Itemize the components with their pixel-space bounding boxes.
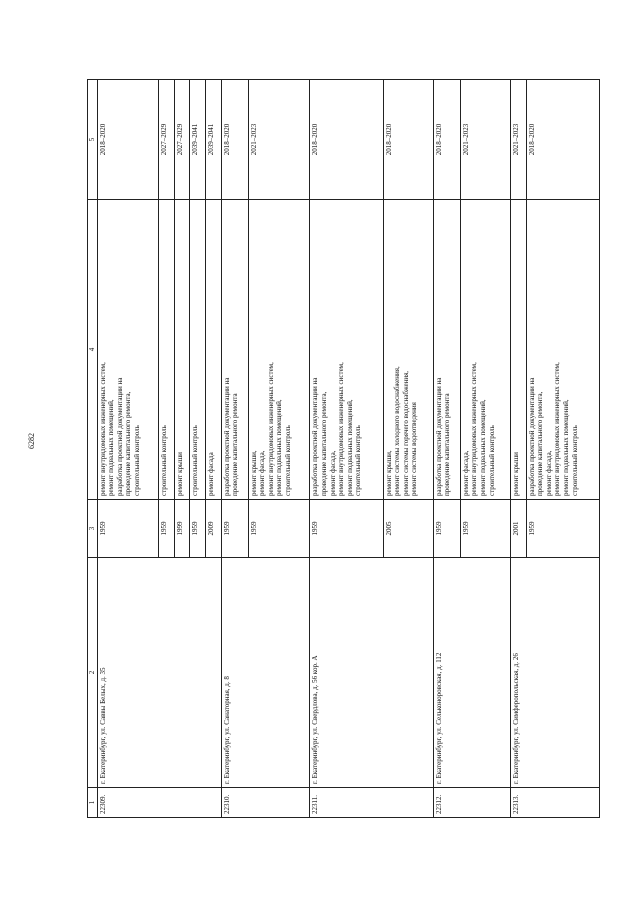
works-cell — [526, 200, 599, 500]
work-item: разработка проектной документации на — [311, 377, 320, 496]
row-number: 22309. — [97, 788, 221, 818]
works-cell — [433, 200, 460, 500]
work-item: ремонт подвальных помещений, — [275, 399, 284, 496]
work-item: строительный контроль — [354, 425, 363, 496]
work-item: разработка проектной документации на — [527, 377, 536, 496]
table-header — [88, 80, 98, 818]
year-cell: 1959 — [526, 500, 599, 558]
period-cell: 2039–2041 — [206, 80, 222, 200]
work-item: ремонт крыши, — [384, 450, 393, 496]
period-cell: 2018–2020 — [97, 80, 159, 200]
table-row — [433, 80, 460, 818]
period-cell: 2018–2020 — [526, 80, 599, 200]
work-item: строительный контроль — [132, 425, 141, 496]
works-cell — [206, 200, 222, 500]
table-row — [310, 80, 383, 818]
year-cell: 1959 — [190, 500, 206, 558]
page-number: 6282 — [27, 433, 36, 449]
period-cell: 2018–2020 — [383, 80, 433, 200]
period-cell: 2021–2023 — [460, 80, 510, 200]
year-cell: 2009 — [206, 500, 222, 558]
work-item: ремонт системы водоотведения — [410, 402, 419, 496]
works-cell — [174, 200, 190, 500]
table-row — [97, 80, 159, 818]
period-cell: 2018–2020 — [221, 80, 248, 200]
column-header-1: 1 — [88, 788, 98, 818]
row-number: 22311. — [310, 788, 433, 818]
work-item: ремонт подвальных помещений, — [107, 399, 116, 496]
work-item: проведение капитального ремонта, — [536, 391, 545, 496]
work-item: разработка проектной документации на — [434, 377, 443, 496]
work-item: ремонт внутридомовых инженерных систем, — [98, 362, 107, 496]
work-item: строительный контроль — [570, 425, 579, 496]
address-cell: г. Екатеринбург, ул. Симферопольская, д. 26 — [511, 558, 600, 788]
work-item: ремонт подвальных помещений, — [479, 399, 488, 496]
work-item: проведение капитального ремонта — [443, 393, 452, 496]
work-item: проведение капитального ремонта — [231, 393, 240, 496]
row-number: 22312. — [433, 788, 510, 818]
work-item: проведение капитального ремонта, — [319, 391, 328, 496]
works-cell — [159, 200, 175, 500]
works-cell — [221, 200, 248, 500]
period-cell: 2027–2029 — [159, 80, 175, 200]
work-item: строительный контроль — [487, 425, 496, 496]
period-cell: 2027–2029 — [174, 80, 190, 200]
work-item: ремонт фасада, — [544, 450, 553, 496]
column-header-5: 5 — [88, 80, 98, 200]
year-cell: 1959 — [433, 500, 460, 558]
work-item: ремонт внутридомовых инженерных систем, — [553, 362, 562, 496]
work-item: ремонт системы горячего водоснабжения, — [401, 370, 410, 496]
work-item: строительный контроль — [284, 425, 293, 496]
year-cell: 1959 — [460, 500, 510, 558]
year-cell: 1959 — [221, 500, 248, 558]
period-cell: 2018–2020 — [433, 80, 460, 200]
address-cell: г. Екатеринбург, ул. Санаторная, д. 8 — [221, 558, 310, 788]
row-number: 22313. — [511, 788, 600, 818]
works-cell — [97, 200, 159, 500]
works-cell — [190, 200, 206, 500]
work-item: строительный контроль — [191, 425, 200, 496]
work-item: ремонт фасада, — [328, 450, 337, 496]
work-item: разработка проектной документации на — [115, 377, 124, 496]
period-cell: 2021–2023 — [511, 80, 527, 200]
period-cell: 2039–2041 — [190, 80, 206, 200]
column-header-4: 4 — [88, 200, 98, 500]
work-item: проведение капитального ремонта, — [124, 391, 133, 496]
work-item: ремонт фасада — [207, 452, 215, 496]
work-item: ремонт крыши — [512, 452, 521, 496]
period-cell: 2018–2020 — [310, 80, 383, 200]
row-number: 22310. — [221, 788, 310, 818]
work-item: ремонт крыши — [175, 452, 184, 496]
work-item: ремонт внутридомовых инженерных систем, — [470, 362, 479, 496]
year-cell: 1959 — [97, 500, 159, 558]
year-cell: 1999 — [174, 500, 190, 558]
work-item: строительный контроль — [160, 425, 169, 496]
works-cell — [310, 200, 383, 500]
work-item: ремонт фасада, — [461, 450, 470, 496]
address-cell: г. Екатеринбург, ул. Сельконоровская, д. 112 — [433, 558, 510, 788]
address-cell: г. Екатеринбург, ул. Свердлова, д. 56 кор. А — [310, 558, 433, 788]
work-item: ремонт подвальных помещений, — [345, 399, 354, 496]
column-header-2: 2 — [88, 558, 98, 788]
work-item: ремонт системы холодного водоснабжения, — [393, 366, 402, 496]
address-cell: г. Екатеринбург, ул. Саввы Белых, д. 35 — [97, 558, 221, 788]
register-table — [87, 79, 600, 818]
table-row — [511, 80, 527, 818]
year-cell: 2001 — [511, 500, 527, 558]
work-item: ремонт подвальных помещений, — [562, 399, 570, 496]
table-row — [221, 80, 248, 818]
year-cell: 1959 — [310, 500, 383, 558]
period-cell: 2021–2023 — [248, 80, 310, 200]
year-cell: 1959 — [159, 500, 175, 558]
works-cell — [248, 200, 310, 500]
table-body — [97, 80, 599, 818]
works-cell — [511, 200, 527, 500]
year-cell: 1959 — [248, 500, 310, 558]
work-item: ремонт внутридомовых инженерных систем, — [337, 362, 346, 496]
work-item: ремонт крыши, — [249, 450, 258, 496]
year-cell: 2005 — [383, 500, 433, 558]
column-header-3: 3 — [88, 500, 98, 558]
register-table-container — [87, 80, 600, 818]
works-cell — [383, 200, 433, 500]
work-item: разработка проектной документации на — [222, 377, 231, 496]
works-cell — [460, 200, 510, 500]
work-item: ремонт фасада, — [258, 450, 267, 496]
work-item: ремонт внутридомовых инженерных систем, — [266, 362, 275, 496]
